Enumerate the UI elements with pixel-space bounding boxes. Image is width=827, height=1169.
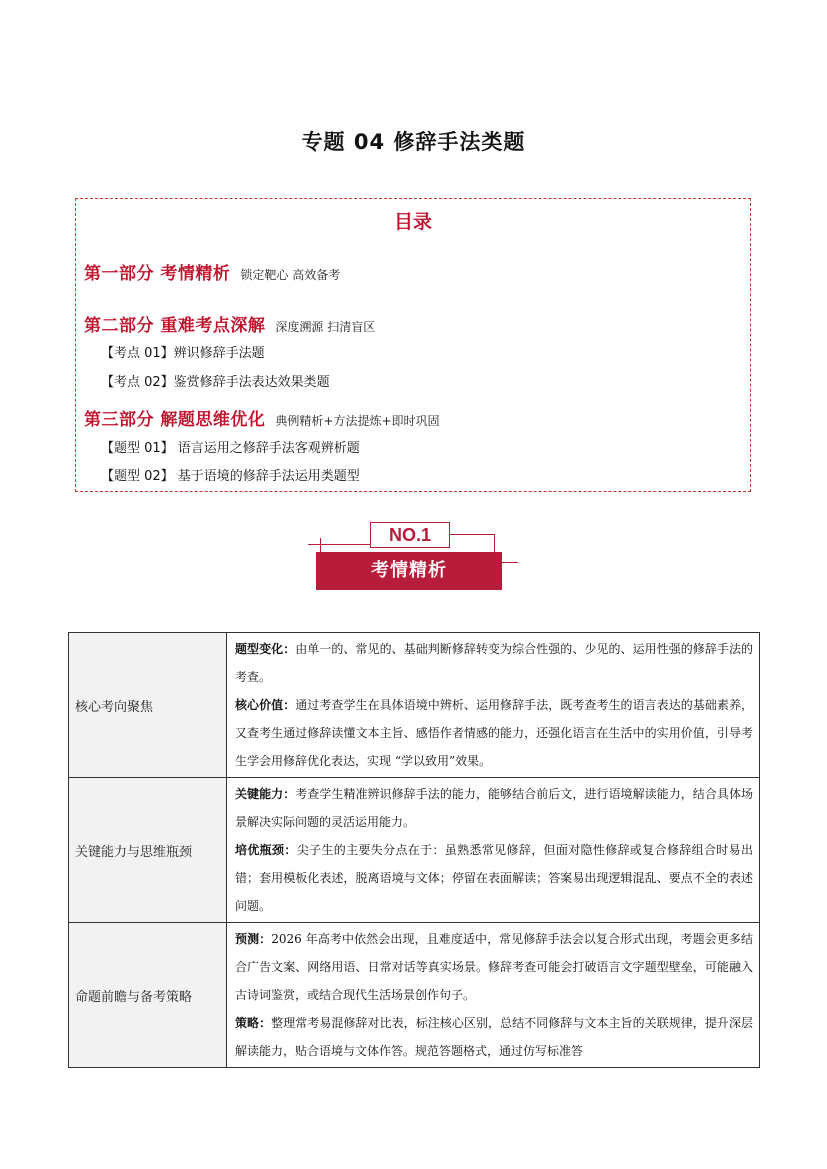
paragraph xyxy=(235,780,753,836)
table-of-contents xyxy=(75,198,751,492)
banner-line xyxy=(494,534,495,552)
page-title: 专题 04 修辞手法类题 xyxy=(301,130,526,154)
toc-item[interactable]: 【考点 02】鉴赏修辞手法表达效果类题 xyxy=(101,375,330,390)
paragraph-text: 尖子生的主要失分点在于：虽熟悉常见修辞，但面对隐性修辞或复合修辞组合时易出错；套用模板化表述，脱离语境与文体；停留在表面解读；答案易出现逻辑混乱、要点不全的表述问题。 xyxy=(235,843,753,913)
banner-number: NO.1 xyxy=(370,522,450,548)
paragraph-text: 考查学生精准辨识修辞手法的能力，能够结合前后文，进行语境解读能力，结合具体场景解决实际问题的灵活运用能力。 xyxy=(235,787,753,829)
toc-part-title: 第二部分 重难考点深解 xyxy=(84,316,266,336)
row-label: 关键能力与思维瓶颈 xyxy=(69,778,227,923)
paragraph-text: 整理常考易混修辞对比表，标注核心区别，总结不同修辞与文本主旨的关联规律，提升深层解读能力，贴合语境与文体作答。规范答题格式，通过仿写标准答 xyxy=(235,1016,753,1058)
table-row xyxy=(69,633,760,778)
paragraph-lead: 策略： xyxy=(235,1016,272,1030)
table-row xyxy=(69,923,760,1068)
row-content xyxy=(227,778,760,923)
row-content xyxy=(227,633,760,778)
toc-part-subtitle: 深度溯源 扫清盲区 xyxy=(275,320,376,334)
toc-item[interactable]: 【题型 01】 语言运用之修辞手法客观辨析题 xyxy=(101,441,360,456)
toc-part-1[interactable] xyxy=(84,259,340,284)
toc-item[interactable]: 【题型 02】 基于语境的修辞手法运用类题型 xyxy=(101,469,360,484)
toc-part-3[interactable] xyxy=(84,405,440,430)
row-label: 命题前瞻与备考策略 xyxy=(69,923,227,1068)
paragraph-text: 2026 年高考中依然会出现，且难度适中，常见修辞手法会以复合形式出现，考题会更多结合广告文案、网络用语、日常对话等真实场景。修辞考查可能会打破语言文字题型壁垒，可能融入古诗词鉴赏，或结合现代生活场景创作句子。 xyxy=(235,932,753,1002)
banner-label: 考情精析 xyxy=(316,552,502,590)
paragraph-lead: 预测： xyxy=(235,932,272,946)
paragraph xyxy=(235,635,753,691)
toc-part-title: 第三部分 解题思维优化 xyxy=(84,410,266,430)
toc-part-subtitle: 锁定靶心 高效备考 xyxy=(240,268,341,282)
banner-line xyxy=(308,544,370,545)
paragraph xyxy=(235,1009,753,1065)
toc-part-title: 第一部分 考情精析 xyxy=(84,264,231,284)
exam-analysis-table xyxy=(68,632,760,1068)
toc-part-2[interactable] xyxy=(84,311,375,336)
paragraph xyxy=(235,836,753,920)
section-banner xyxy=(308,522,518,594)
banner-line xyxy=(320,538,321,552)
toc-part-subtitle: 典例精析+方法提炼+即时巩固 xyxy=(275,414,440,428)
row-label: 核心考向聚焦 xyxy=(69,633,227,778)
row-content xyxy=(227,923,760,1068)
table-row xyxy=(69,778,760,923)
toc-item[interactable]: 【考点 01】辨识修辞手法题 xyxy=(101,346,265,361)
paragraph xyxy=(235,691,753,775)
banner-line xyxy=(502,562,518,563)
paragraph-lead: 培优瓶颈： xyxy=(235,843,297,857)
paragraph-lead: 题型变化： xyxy=(235,642,296,656)
toc-heading: 目录 xyxy=(393,211,432,233)
paragraph-text: 通过考查学生在具体语境中辨析、运用修辞手法，既考查考生的语言表达的基础素养，又查考生通过修辞读懂文本主旨、感悟作者情感的能力，还强化语言在生活中的实用价值，引导考生学会用修辞优化表达，实现 “学以致用”效果。 xyxy=(235,698,753,768)
paragraph xyxy=(235,925,753,1009)
banner-line xyxy=(450,534,494,535)
paragraph-lead: 关键能力： xyxy=(235,787,296,801)
paragraph-text: 由单一的、常见的、基础判断修辞转变为综合性强的、少见的、运用性强的修辞手法的考查。 xyxy=(235,642,753,684)
paragraph-lead: 核心价值： xyxy=(235,698,296,712)
